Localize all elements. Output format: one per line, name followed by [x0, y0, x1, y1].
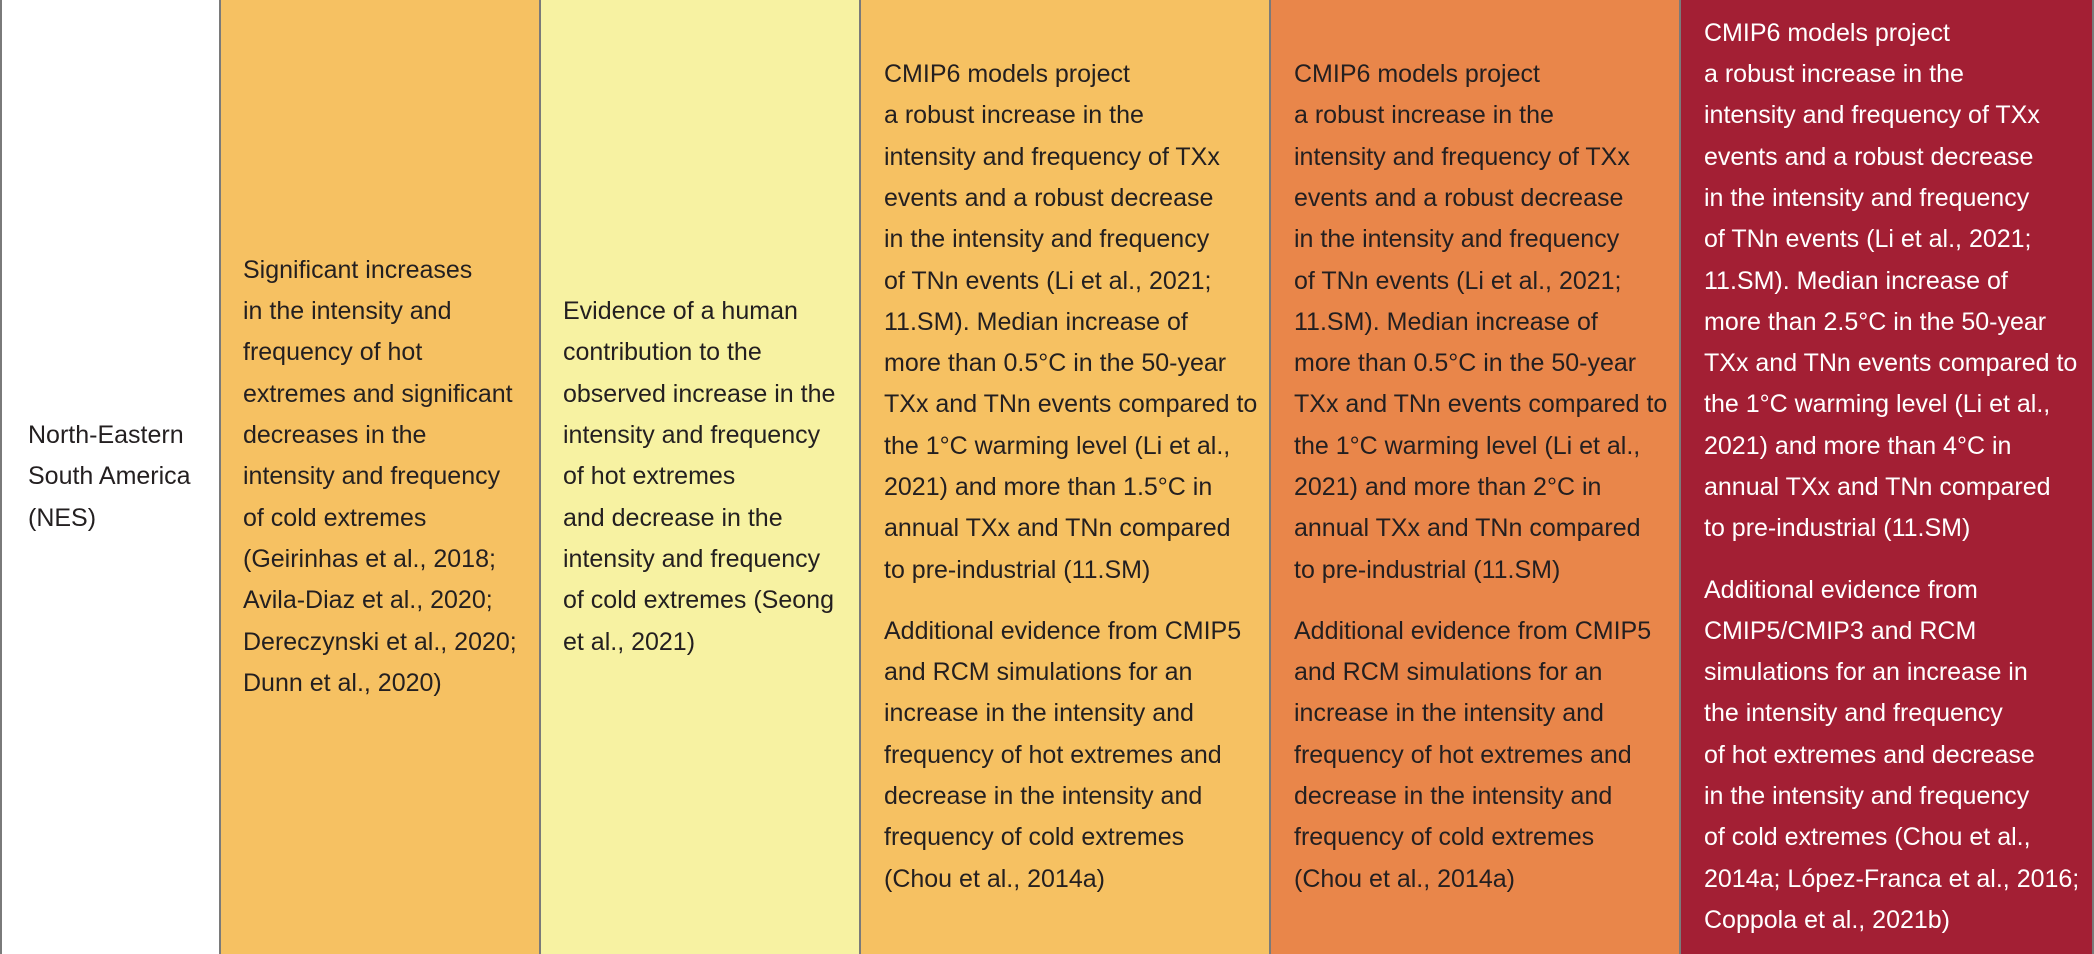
projection-2c-cell: [1271, 0, 1681, 954]
human-contribution-cell: [541, 0, 861, 954]
projection-2c-text: CMIP6 models project a robust increase in the intensity and frequency of TXx events and a robust decrease in the intensity and frequency of TNn events (Li et al., 2021; 11.SM). Median increase of more than 0.5°C in the 50-year TXx and TNn events compared to the 1°C warming level (Li et al., 2021) and more than 2°C in annual TXx and TNn compared to pre-industrial (11.SM): [1294, 60, 1668, 584]
projection-4c-additional-text: Additional evidence from CMIP5/CMIP3 and RCM simulations for an increase in the intensity and frequency of hot extremes and decrease in the intensity and frequency of cold extremes (Chou et al., 2014a; López-Franca et al., 2016; Coppola et al., 2021b): [1704, 575, 2080, 934]
observed-trend-text: Significant increases in the intensity and frequency of hot extremes and significant decreases in the intensity and frequency of cold extremes (Geirinhas et al., 2018; Avila-Diaz et al., 2020; Dereczynski et al., 2020; Dunn et al., 2020): [243, 255, 517, 697]
projection-1-5c-text: CMIP6 models project a robust increase in the intensity and frequency of TXx events and a robust decrease in the intensity and frequency of TNn events (Li et al., 2021; 11.SM). Median increase of more than 0.5°C in the 50-year TXx and TNn events compared to the 1°C warming level (Li et al., 2021) and more than 1.5°C in annual TXx and TNn compared to pre-industrial (11.SM): [884, 60, 1258, 584]
projection-4c-text: CMIP6 models project a robust increase in the intensity and frequency of TXx events and a robust decrease in the intensity and frequency of TNn events (Li et al., 2021; 11.SM). Median increase of more than 2.5°C in the 50-year TXx and TNn events compared to the 1°C warming level (Li et al., 2021) and more than 4°C in annual TXx and TNn compared to pre-industrial (11.SM): [1704, 18, 2078, 543]
projection-2c-additional-text: Additional evidence from CMIP5 and RCM simulations for an increase in the intensity and frequency of hot extremes and decrease in the intensity and frequency of cold extremes (Chou et al., 2014a): [1294, 616, 1652, 893]
region-cell: [0, 0, 221, 954]
projection-1-5c-additional-text: Additional evidence from CMIP5 and RCM simulations for an increase in the intensity and frequency of hot extremes and decrease in the intensity and frequency of cold extremes (Chou et al., 2014a): [884, 616, 1242, 893]
human-contribution-text: Evidence of a human contribution to the observed increase in the intensity and frequency of hot extremes and decrease in the intensity and frequency of cold extremes (Seong et al., 2021): [563, 297, 836, 656]
projection-1-5c-cell: [861, 0, 1271, 954]
region-label: North-Eastern South America (NES): [28, 421, 191, 532]
projection-4c-cell: [1681, 0, 2094, 954]
observed-trend-cell: [221, 0, 541, 954]
